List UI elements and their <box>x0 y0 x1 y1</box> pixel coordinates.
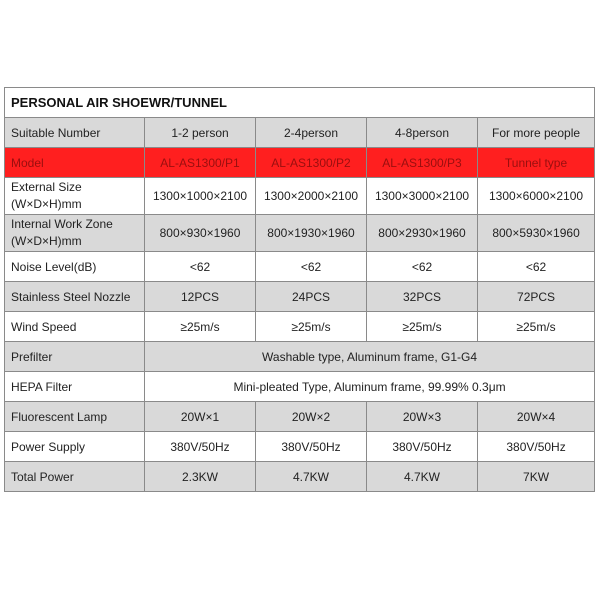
table-title: PERSONAL AIR SHOEWR/TUNNEL <box>5 88 595 118</box>
table-cell: 380V/50Hz <box>256 432 367 462</box>
prefilter-row <box>5 342 595 372</box>
table-cell: 1300×3000×2100 <box>367 178 478 215</box>
row-label: Power Supply <box>5 432 145 462</box>
table-cell: 380V/50Hz <box>145 432 256 462</box>
table-cell: 32PCS <box>367 282 478 312</box>
table-cell: AL-AS1300/P3 <box>367 148 478 178</box>
row-label: Fluorescent Lamp <box>5 402 145 432</box>
power-supply-row <box>5 432 595 462</box>
table-cell: ≥25m/s <box>478 312 595 342</box>
table-cell: 380V/50Hz <box>367 432 478 462</box>
table-cell: 1300×2000×2100 <box>256 178 367 215</box>
merged-cell: Mini-pleated Type, Aluminum frame, 99.99% 0.3μm <box>145 372 595 402</box>
row-label: Model <box>5 148 145 178</box>
table-cell: 4.7KW <box>367 462 478 492</box>
table-cell: AL-AS1300/P2 <box>256 148 367 178</box>
row-label: Wind Speed <box>5 312 145 342</box>
table-cell: <62 <box>145 252 256 282</box>
row-label: Total Power <box>5 462 145 492</box>
table-cell: 2-4person <box>256 118 367 148</box>
row-label <box>5 215 145 252</box>
table-cell: <62 <box>478 252 595 282</box>
spec-table <box>4 87 595 492</box>
row-label: Suitable Number <box>5 118 145 148</box>
suitable-number-row <box>5 118 595 148</box>
merged-cell: Washable type, Aluminum frame, G1-G4 <box>145 342 595 372</box>
table-cell: 1300×6000×2100 <box>478 178 595 215</box>
table-cell: 2.3KW <box>145 462 256 492</box>
fluorescent-lamp-row <box>5 402 595 432</box>
table-cell: ≥25m/s <box>367 312 478 342</box>
row-label-line: Internal Work Zone <box>11 217 113 231</box>
hepa-filter-row <box>5 372 595 402</box>
table-cell: For more people <box>478 118 595 148</box>
row-label: HEPA Filter <box>5 372 145 402</box>
total-power-row <box>5 462 595 492</box>
model-row <box>5 148 595 178</box>
noise-level-row <box>5 252 595 282</box>
table-cell: 24PCS <box>256 282 367 312</box>
table-cell: 800×1930×1960 <box>256 215 367 252</box>
table-cell: 4-8person <box>367 118 478 148</box>
table-cell: 1300×1000×2100 <box>145 178 256 215</box>
table-cell: ≥25m/s <box>145 312 256 342</box>
wind-speed-row <box>5 312 595 342</box>
table-cell: 800×2930×1960 <box>367 215 478 252</box>
row-label: Prefilter <box>5 342 145 372</box>
table-cell: 800×930×1960 <box>145 215 256 252</box>
row-label-line: (W×D×H)mm <box>11 234 82 248</box>
table-cell: 12PCS <box>145 282 256 312</box>
row-label <box>5 178 145 215</box>
table-cell: 800×5930×1960 <box>478 215 595 252</box>
table-cell: <62 <box>367 252 478 282</box>
table-cell: AL-AS1300/P1 <box>145 148 256 178</box>
row-label: Stainless Steel Nozzle <box>5 282 145 312</box>
table-cell: 1-2 person <box>145 118 256 148</box>
table-cell: Tunnel type <box>478 148 595 178</box>
table-cell: 20W×2 <box>256 402 367 432</box>
row-label-line: (W×D×H)mm <box>11 197 82 211</box>
table-cell: 72PCS <box>478 282 595 312</box>
row-label: Noise Level(dB) <box>5 252 145 282</box>
table-cell: 7KW <box>478 462 595 492</box>
internal-work-zone-row <box>5 215 595 252</box>
table-cell: 20W×4 <box>478 402 595 432</box>
table-cell: 380V/50Hz <box>478 432 595 462</box>
title-row <box>5 88 595 118</box>
table-cell: <62 <box>256 252 367 282</box>
nozzle-row <box>5 282 595 312</box>
table-cell: 20W×1 <box>145 402 256 432</box>
row-label-line: External Size <box>11 180 82 194</box>
external-size-row <box>5 178 595 215</box>
table-cell: ≥25m/s <box>256 312 367 342</box>
table-cell: 20W×3 <box>367 402 478 432</box>
table-cell: 4.7KW <box>256 462 367 492</box>
